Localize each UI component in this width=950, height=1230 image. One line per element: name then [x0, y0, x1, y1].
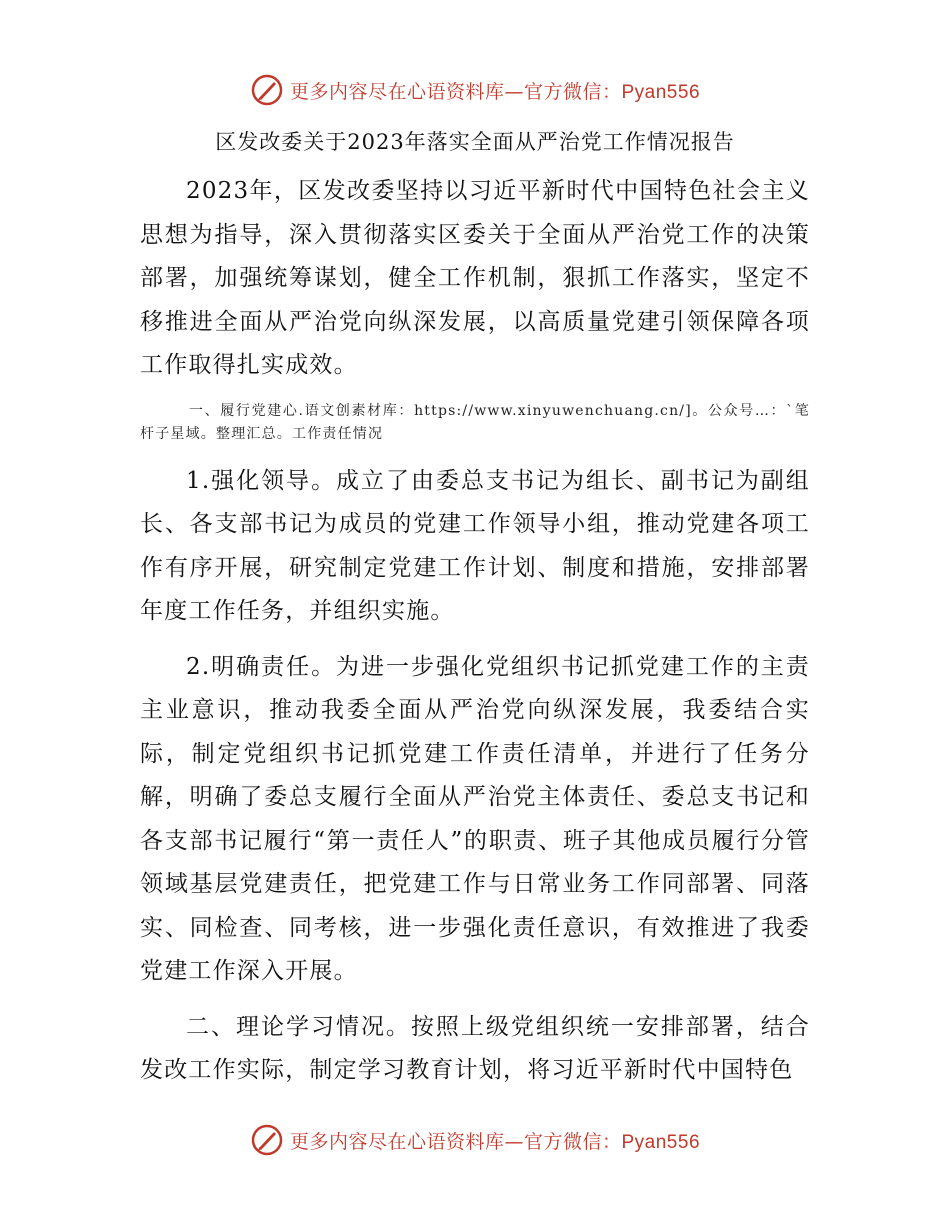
footer-banner [0, 1120, 950, 1160]
paragraph-clarify-responsibility: 2.明确责任。为进一步强化党组织书记抓党建工作的主责主业意识，推动我委全面从严治党向纵深发展，我委结合实际，制定党组织书记抓党建工作责任清单，并进行了任务分解，明确了委总支履行全面从严治党主体责任、委总支书记和各支部书记履行“第一责任人”的职责、班子其他成员履行分管领域基层党建责任，把党建工作与日常业务工作同部署、同落实、同检查、同考核，进一步强化责任意识，有效推进了我委党建工作深入开展。 [140, 653, 810, 984]
document-title: 区发改委关于2023年落实全面从严治党工作情况报告 [215, 130, 735, 154]
paragraph-section-heading: 一、履行党建心.语文创素材库：https://www.xinyuwenchuang.cn/]。公众号…：`笔杆子星域。整理汇总。工作责任情况 [140, 402, 810, 442]
banner-text: 更多内容尽在心语资料库—官方微信：Pyan556 [289, 1130, 701, 1153]
quill-logo-icon [250, 1123, 284, 1157]
paragraph-strengthen-leadership: 1.强化领导。成立了由委总支书记为组长、副书记为副组长、各支部书记为成员的党建工作领导小组，推动党建各项工作有序开展，研究制定党建工作计划、制度和措施，安排部署年度工作任务，并组织实施。 [140, 467, 810, 624]
wechat-handle: Pyan556 [621, 81, 701, 103]
document-body [140, 118, 810, 1105]
wechat-handle: Pyan556 [621, 1131, 701, 1153]
paragraph-theory-study: 二、理论学习情况。按照上级党组织统一安排部署，结合发改工作实际，制定学习教育计划，将习近平新时代中国特色 [140, 1013, 810, 1083]
banner-text: 更多内容尽在心语资料库—官方微信：Pyan556 [289, 80, 701, 103]
header-banner [0, 70, 950, 110]
paragraph-intro: 2023年，区发改委坚持以习近平新时代中国特色社会主义思想为指导，深入贯彻落实区委关于全面从严治党工作的决策部署，加强统筹谋划，健全工作机制，狠抓工作落实，坚定不移推进全面从严治党向纵深发展，以高质量党建引领保障各项工作取得扎实成效。 [140, 178, 810, 378]
quill-logo-icon [250, 73, 284, 107]
